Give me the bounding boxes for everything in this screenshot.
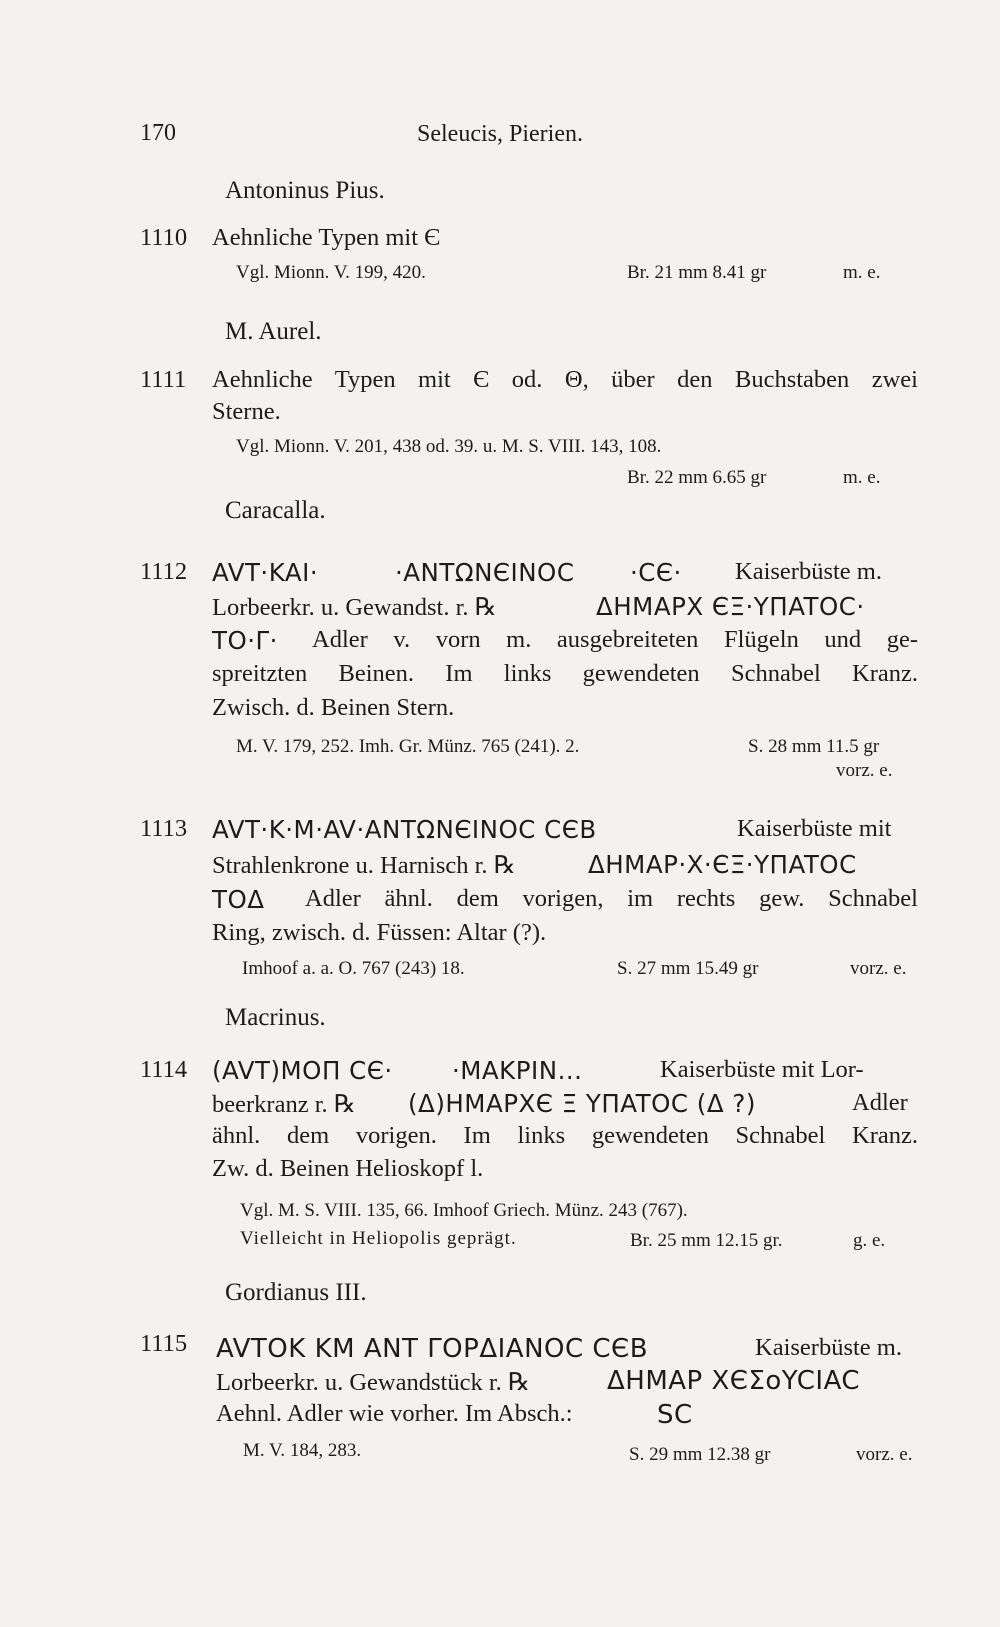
entry-text-line2: Sterne. bbox=[212, 398, 281, 425]
entry-size: Br. 25 mm 12.15 gr. bbox=[630, 1230, 783, 1251]
legend-obverse: AVT·K·M·AV·ANTΩNЄINOC CЄB bbox=[212, 815, 597, 844]
page-number: 170 bbox=[140, 120, 176, 146]
entry-size: Br. 22 mm 6.65 gr bbox=[627, 467, 767, 488]
entry-size: S. 28 mm 11.5 gr bbox=[748, 736, 880, 757]
entry-text-line3: ähnl. dem vorigen. Im links gewendeten Schnabel Kranz. bbox=[212, 1122, 918, 1149]
entry-size: Br. 21 mm 8.41 gr bbox=[627, 262, 767, 283]
legend-obverse-1: (AVT)MOΠ CЄ· bbox=[212, 1056, 393, 1085]
entry-text: Kaiserbüste mit Lor- bbox=[660, 1056, 864, 1083]
entry-number: 1114 bbox=[140, 1056, 188, 1083]
entry-condition: vorz. e. bbox=[850, 958, 907, 979]
legend-reverse-2: TOΔ bbox=[212, 885, 265, 914]
entry-number: 1113 bbox=[140, 815, 188, 842]
section-antoninus: Antoninus Pius. bbox=[225, 177, 385, 204]
running-title: Seleucis, Pierien. bbox=[417, 121, 583, 147]
legend-reverse: (Δ)HMAPXЄ Ξ YΠATOC (Δ ?) bbox=[408, 1089, 756, 1118]
entry-text-line2b: Adler bbox=[852, 1089, 908, 1116]
entry-reference: Imhoof a. a. O. 767 (243) 18. bbox=[242, 958, 465, 979]
entry-text-line4: Ring, zwisch. d. Füssen: Altar (?). bbox=[212, 919, 547, 946]
entry-text: Kaiserbüste mit bbox=[737, 815, 892, 842]
entry-reference: Vgl. Mionn. V. 201, 438 od. 39. u. M. S. VIII. 143, 108. bbox=[236, 436, 662, 457]
entry-text-line2: Strahlenkrone u. Harnisch r. ℞ bbox=[212, 852, 516, 879]
section-caracalla: Caracalla. bbox=[225, 497, 326, 524]
entry-reference: M. V. 179, 252. Imh. Gr. Münz. 765 (241). 2. bbox=[236, 736, 580, 757]
entry-reference: Vgl. Mionn. V. 199, 420. bbox=[236, 262, 426, 283]
entry-number: 1112 bbox=[140, 558, 188, 585]
entry-text-line4: Zw. d. Beinen Helioskopf l. bbox=[212, 1155, 484, 1182]
entry-text-line2: Lorbeerkr. u. Gewandstück r. ℞ bbox=[216, 1369, 530, 1396]
entry-reference-2: Vielleicht in Heliopolis geprägt. bbox=[240, 1228, 517, 1249]
entry-text-line2: beerkranz r. ℞ bbox=[212, 1091, 356, 1118]
legend-exergue: SC bbox=[657, 1400, 693, 1430]
legend-obverse-3: ·CЄ· bbox=[630, 558, 682, 587]
legend-obverse-2: ·ANTΩNЄINOC bbox=[395, 558, 575, 587]
entry-text: Aehnliche Typen mit Є od. Θ, über den Buchstaben zwei bbox=[212, 366, 918, 393]
section-macrinus: Macrinus. bbox=[225, 1004, 326, 1031]
entry-condition: vorz. e. bbox=[856, 1444, 913, 1465]
entry-condition: m. e. bbox=[843, 262, 881, 283]
legend-reverse: ΔHMAP·X·ЄΞ·YΠATOC bbox=[588, 850, 857, 879]
legend-obverse: AVTOK KM ANT ΓOPΔIANOC CЄB bbox=[216, 1334, 649, 1364]
entry-size: S. 27 mm 15.49 gr bbox=[617, 958, 759, 979]
section-gordianus: Gordianus III. bbox=[225, 1279, 367, 1306]
entry-reference: M. V. 184, 283. bbox=[243, 1440, 362, 1461]
entry-text-line3: Adler v. vorn m. ausgebreiteten Flügeln und ge- bbox=[312, 626, 918, 653]
entry-number: 1110 bbox=[140, 224, 188, 251]
legend-obverse-2: ·MAKPIN... bbox=[452, 1056, 583, 1085]
entry-text-line3: Adler ähnl. dem vorigen, im rechts gew. Schnabel bbox=[305, 885, 918, 912]
entry-number: 1115 bbox=[140, 1330, 188, 1357]
entry-text: Aehnliche Typen mit Є bbox=[212, 224, 441, 251]
entry-text: Kaiserbüste m. bbox=[755, 1334, 902, 1361]
entry-condition: vorz. e. bbox=[836, 760, 893, 781]
entry-text: Kaiserbüste m. bbox=[735, 558, 882, 585]
legend-reverse: ΔHMAPX ЄΞ·YΠATOC· bbox=[596, 592, 865, 621]
legend-obverse-1: AVT·KAI· bbox=[212, 558, 319, 587]
legend-reverse-2: TO·Γ· bbox=[212, 626, 278, 655]
entry-text-line3: Aehnl. Adler wie vorher. Im Absch.: bbox=[216, 1400, 573, 1427]
entry-number: 1111 bbox=[140, 366, 187, 393]
entry-condition: m. e. bbox=[843, 467, 881, 488]
entry-text-line2: Lorbeerkr. u. Gewandst. r. ℞ bbox=[212, 594, 497, 621]
entry-size: S. 29 mm 12.38 gr bbox=[629, 1444, 771, 1465]
legend-reverse: ΔHMAP XЄΣoYCIAC bbox=[607, 1366, 861, 1396]
entry-text-line4: spreitzten Beinen. Im links gewendeten Schnabel Kranz. bbox=[212, 660, 918, 687]
entry-text-line5: Zwisch. d. Beinen Stern. bbox=[212, 694, 455, 721]
entry-condition: g. e. bbox=[853, 1230, 886, 1251]
section-aurel: M. Aurel. bbox=[225, 318, 322, 345]
entry-reference: Vgl. M. S. VIII. 135, 66. Imhoof Griech. Münz. 243 (767). bbox=[240, 1200, 688, 1221]
